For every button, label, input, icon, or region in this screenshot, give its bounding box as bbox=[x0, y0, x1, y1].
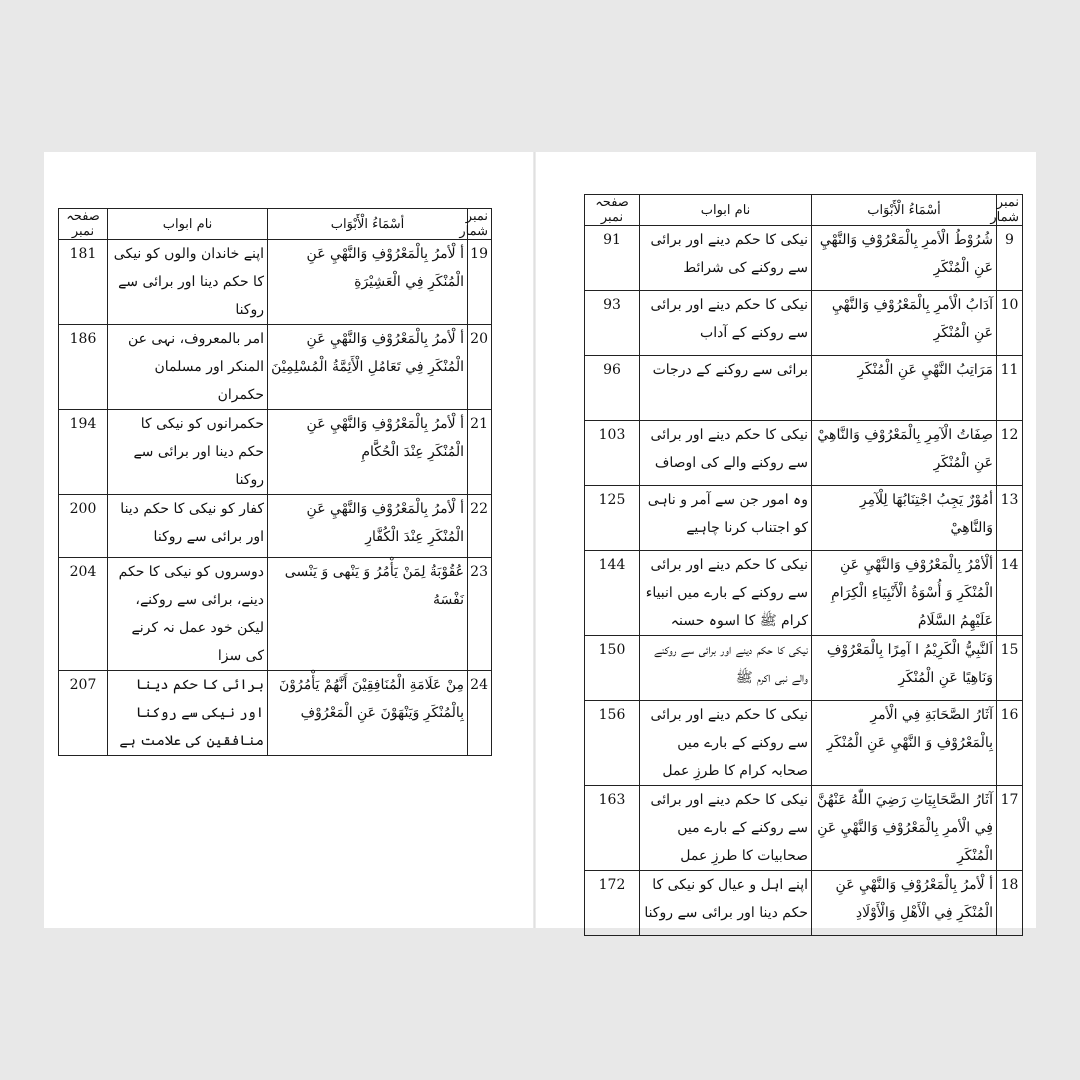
table-row bbox=[585, 786, 1023, 871]
row-number: 20 bbox=[468, 325, 492, 410]
row-urdu-title: نیکی کا حکم دینے اور برائی سے روکنے والے کی اوصاف bbox=[640, 421, 812, 486]
table-row bbox=[585, 291, 1023, 356]
row-arabic-title: أمُوْرٌ يَجِبُ اجْتِنَابُهَا لِلْآمِرِ وَالنَّاهِيْ bbox=[812, 486, 997, 551]
row-arabic-title: آدَابُ الْأمرِ بِالْمَعْرُوْفِ وَالنَّهْيِ عَنِ الْمُنْكَرِ bbox=[812, 291, 997, 356]
row-page-number: 103 bbox=[585, 421, 640, 486]
row-page-number: 204 bbox=[59, 558, 108, 671]
book-spread bbox=[44, 152, 1036, 928]
row-arabic-title: أ لْأمرُ بِالْمَعْرُوْفِ وَالنَّهْيِ عَنِ الْمُنْكَرِ عِنْدَ الْحُكَّامِ bbox=[268, 410, 468, 495]
row-arabic-title: مِنْ عَلَامَةِ الْمُنَافِقِيْنَ أَنَّهُمْ يَأْمُرُوْنَ بِالْمُنْكَرِ وَيَنْهَوْنَ عَنِ الْمَعْرُوْفِ bbox=[268, 671, 468, 756]
row-urdu-title: نیکی کا حکم دینے اور برائی سے روکنے والے نبی اکرم ﷺ bbox=[640, 636, 812, 701]
row-number: 23 bbox=[468, 558, 492, 671]
header-page: صفحہ نمبر bbox=[59, 209, 108, 240]
table-header-row bbox=[59, 209, 492, 240]
header-number: نمبر شمار bbox=[997, 195, 1023, 226]
row-number: 18 bbox=[997, 871, 1023, 936]
row-number: 19 bbox=[468, 240, 492, 325]
row-page-number: 91 bbox=[585, 226, 640, 291]
table-row bbox=[59, 495, 492, 558]
table-row bbox=[585, 486, 1023, 551]
row-number: 17 bbox=[997, 786, 1023, 871]
table-row bbox=[59, 325, 492, 410]
row-urdu-title: وہ امور جن سے آمر و ناہی کو اجتناب کرنا چاہیے bbox=[640, 486, 812, 551]
row-urdu-title: نیکی کا حکم دینے اور برائی سے روکنے کے آداب bbox=[640, 291, 812, 356]
row-arabic-title: شُرُوْطُ الْأمرِ بِالْمَعْرُوْفِ وَالنَّهْيِ عَنِ الْمُنْكَرِ bbox=[812, 226, 997, 291]
row-urdu-title: اپنے خاندان والوں کو نیکی کا حکم دینا اور برائی سے روکنا bbox=[108, 240, 268, 325]
table-row bbox=[585, 636, 1023, 701]
row-page-number: 156 bbox=[585, 701, 640, 786]
header-urdu-title: نام ابواب bbox=[108, 209, 268, 240]
row-page-number: 96 bbox=[585, 356, 640, 421]
table-row bbox=[585, 421, 1023, 486]
left-page bbox=[44, 152, 533, 928]
row-arabic-title: صِفَاتُ الْآمِرِ بِالْمَعْرُوْفِ وَالنَّاهِيْ عَنِ الْمُنْكَرِ bbox=[812, 421, 997, 486]
row-page-number: 125 bbox=[585, 486, 640, 551]
table-row bbox=[59, 671, 492, 756]
row-arabic-title: أ لْأمرُ بِالْمَعْرُوْفِ وَالنَّهْيِ عَنِ الْمُنْكَرِ عِنْدَ الْكُفَّارِ bbox=[268, 495, 468, 558]
row-arabic-title: آثَارُ الصَّحَابِيَاتِ رَضِيَ اللّٰهُ عَنْهُنَّ فِي الْأمرِ بِالْمَعْرُوْفِ وَالنَّهْيِ عَنِ الْمُنْكَرِ bbox=[812, 786, 997, 871]
row-urdu-title: امر بالمعروف، نہی عن المنکر اور مسلمان حکمران bbox=[108, 325, 268, 410]
row-urdu-title: نیکی کا حکم دینے اور برائی سے روکنے کے بارے میں انبیاء کرام ﷺ کا اسوہ حسنہ bbox=[640, 551, 812, 636]
row-page-number: 172 bbox=[585, 871, 640, 936]
row-arabic-title: أ لْأمرُ بِالْمَعْرُوْفِ وَالنَّهْيِ عَنِ الْمُنْكَرِ فِي الْعَشِيْرَةِ bbox=[268, 240, 468, 325]
row-page-number: 163 bbox=[585, 786, 640, 871]
right-contents-table bbox=[584, 194, 1023, 936]
row-urdu-title: نیکی کا حکم دینے اور برائی سے روکنے کے بارے میں صحابہ کرام کا طرزِ عمل bbox=[640, 701, 812, 786]
right-page bbox=[536, 152, 1036, 928]
table-row bbox=[585, 356, 1023, 421]
row-page-number: 150 bbox=[585, 636, 640, 701]
header-number: نمبر شمار bbox=[468, 209, 492, 240]
header-urdu-title: نام ابواب bbox=[640, 195, 812, 226]
row-page-number: 200 bbox=[59, 495, 108, 558]
table-row bbox=[59, 240, 492, 325]
row-urdu-title: کفار کو نیکی کا حکم دینا اور برائی سے روکنا bbox=[108, 495, 268, 558]
row-arabic-title: أ لْأمرُ بِالْمَعْرُوْفِ وَالنَّهْيِ عَنِ الْمُنْكَرِ فِي الْأَهْلِ وَالْأَوْلَادِ bbox=[812, 871, 997, 936]
row-urdu-title: برائی سے روکنے کے درجات bbox=[640, 356, 812, 421]
header-arabic-title: أسْمَاءُ الْأَبْوَاب bbox=[812, 195, 997, 226]
row-urdu-title: برائی کا حکم دینا اور نیکی سے روکنا منافقین کی علامت ہے bbox=[108, 671, 268, 756]
row-number: 15 bbox=[997, 636, 1023, 701]
table-row bbox=[585, 551, 1023, 636]
row-urdu-title: حکمرانوں کو نیکی کا حکم دینا اور برائی سے روکنا bbox=[108, 410, 268, 495]
row-number: 21 bbox=[468, 410, 492, 495]
table-row bbox=[59, 558, 492, 671]
row-arabic-title: آثَارُ الصَّحَابَةِ فِي الْأمرِ بِالْمَعْرُوْفِ وَ النَّهْيِ عَنِ الْمُنْكَرِ bbox=[812, 701, 997, 786]
row-number: 11 bbox=[997, 356, 1023, 421]
row-page-number: 186 bbox=[59, 325, 108, 410]
row-page-number: 207 bbox=[59, 671, 108, 756]
row-urdu-title: اپنے اہل و عیال کو نیکی کا حکم دینا اور برائی سے روکنا bbox=[640, 871, 812, 936]
row-arabic-title: عُقُوْبَةُ لِمَنْ يَأْمُرُ وَ يَنْهى وَ يَنْسى نَفْسَهُ bbox=[268, 558, 468, 671]
row-urdu-title: نیکی کا حکم دینے اور برائی سے روکنے کے بارے میں صحابیات کا طرزِ عمل bbox=[640, 786, 812, 871]
table-row bbox=[585, 701, 1023, 786]
row-arabic-title: اَلنَّبِيُّ الْكَرِيْمُ ا آمِرًا بِالْمَعْرُوْفِ وَنَاهِيًا عَنِ الْمُنْكَرِ bbox=[812, 636, 997, 701]
table-row bbox=[585, 871, 1023, 936]
row-number: 22 bbox=[468, 495, 492, 558]
table-row bbox=[585, 226, 1023, 291]
row-number: 16 bbox=[997, 701, 1023, 786]
header-arabic-title: أسْمَاءُ الْأَبْوَاب bbox=[268, 209, 468, 240]
row-arabic-title: أ لْأمرُ بِالْمَعْرُوْفِ وَالنَّهْيِ عَنِ الْمُنْكَرِ فِي تَعَامُلِ الْأَئِمَّةُ الْمُسْلِمِيْنَ bbox=[268, 325, 468, 410]
row-number: 24 bbox=[468, 671, 492, 756]
left-contents-table bbox=[58, 208, 492, 756]
row-page-number: 93 bbox=[585, 291, 640, 356]
row-number: 12 bbox=[997, 421, 1023, 486]
row-page-number: 144 bbox=[585, 551, 640, 636]
row-number: 14 bbox=[997, 551, 1023, 636]
row-page-number: 181 bbox=[59, 240, 108, 325]
row-number: 13 bbox=[997, 486, 1023, 551]
table-header-row bbox=[585, 195, 1023, 226]
row-urdu-title: دوسروں کو نیکی کا حکم دینے، برائی سے روکنے، لیکن خود عمل نہ کرنے کی سزا bbox=[108, 558, 268, 671]
row-number: 9 bbox=[997, 226, 1023, 291]
row-page-number: 194 bbox=[59, 410, 108, 495]
header-page: صفحہ نمبر bbox=[585, 195, 640, 226]
row-arabic-title: مَرَاتِبُ النَّهْيِ عَنِ الْمُنْكَرِ bbox=[812, 356, 997, 421]
row-number: 10 bbox=[997, 291, 1023, 356]
row-urdu-title: نیکی کا حکم دینے اور برائی سے روکنے کی شرائط bbox=[640, 226, 812, 291]
row-arabic-title: ألْأمْرُ بِالْمَعْرُوْفِ وَالنَّهْيِ عَنِ الْمُنْكَرِ وَ أُسْوَةُ الْأَنْبِيَاءِ الْكِرَامِ عَلَيْهِمُ السَّلَامُ bbox=[812, 551, 997, 636]
table-row bbox=[59, 410, 492, 495]
